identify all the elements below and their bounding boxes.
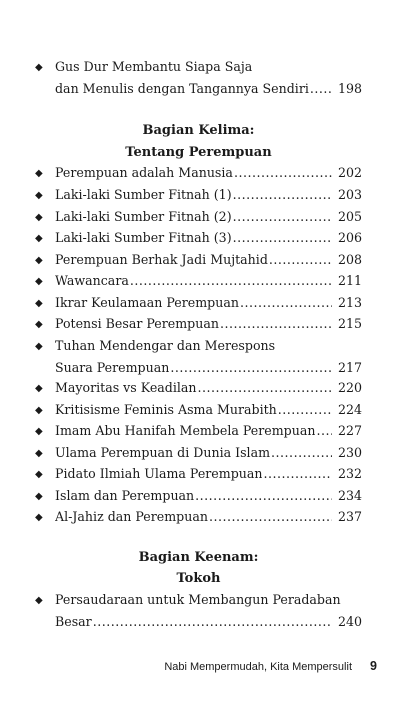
diamond-bullet-icon: ◆ [35, 319, 43, 330]
diamond-bullet-icon: ◆ [35, 255, 43, 266]
toc-entry-title: Laki-laki Sumber Fitnah (1) [55, 187, 232, 202]
diamond-bullet-icon: ◆ [35, 190, 43, 201]
diamond-bullet-icon: ◆ [35, 448, 43, 459]
toc-entry-title: Pidato Ilmiah Ulama Perempuan [55, 466, 263, 481]
toc-page-number: 203 [337, 187, 362, 202]
diamond-bullet-icon: ◆ [35, 168, 43, 179]
toc-page-number: 206 [337, 230, 362, 245]
leader-dots [234, 162, 332, 184]
footer-page-number: 9 [370, 659, 377, 673]
diamond-bullet-icon: ◆ [35, 341, 43, 352]
toc-entry-title-cont: Suara Perempuan [55, 359, 170, 375]
toc-entry[interactable] [35, 442, 362, 464]
leader-dots [93, 611, 332, 633]
leader-dots [198, 377, 332, 399]
running-footer-title: Nabi Mempermudah, Kita Mempersulit [164, 661, 352, 673]
toc-entry-title: Tuhan Mendengar dan Merespons [55, 338, 276, 353]
diamond-bullet-icon: ◆ [35, 595, 43, 606]
toc-entry[interactable] [35, 377, 362, 399]
section-heading: Bagian Keenam: [138, 550, 259, 565]
diamond-bullet-icon: ◆ [35, 212, 43, 223]
toc-entry[interactable] [35, 206, 362, 228]
toc-entry-title: Gus Dur Membantu Siapa Saja [55, 59, 253, 74]
toc-page-number: 240 [337, 613, 362, 629]
leader-dots [233, 227, 332, 249]
toc-entry-title: Al-Jahiz dan Perempuan [55, 509, 208, 524]
toc-page-number: 208 [337, 252, 362, 267]
leader-dots [130, 270, 332, 292]
leader-dots [220, 313, 332, 335]
toc-entry-title: Perempuan adalah Manusia [55, 165, 233, 180]
toc-entry[interactable] [35, 485, 362, 507]
toc-entry-title: Imam Abu Hanifah Membela Perempuan [55, 423, 316, 438]
diamond-bullet-icon: ◆ [35, 512, 43, 523]
diamond-bullet-icon: ◆ [35, 426, 43, 437]
toc-entry[interactable] [35, 162, 362, 184]
toc-entry[interactable] [35, 506, 362, 528]
leader-dots [263, 463, 331, 485]
toc-page-number: 237 [337, 509, 362, 524]
diamond-bullet-icon: ◆ [35, 62, 43, 73]
toc-entry-title: Ikrar Keulamaan Perempuan [55, 295, 239, 310]
toc-page-number: 198 [337, 80, 362, 96]
toc-entry-title: Kritisisme Feminis Asma Murabith [55, 402, 277, 417]
leader-dots [233, 184, 332, 206]
toc-entry[interactable] [35, 270, 362, 292]
section-subheading: Tentang Perempuan [125, 145, 272, 160]
toc-page-number: 217 [337, 359, 362, 375]
diamond-bullet-icon: ◆ [35, 405, 43, 416]
toc-entry-title: Ulama Perempuan di Dunia Islam [55, 445, 271, 460]
toc-entry[interactable] [35, 399, 362, 421]
leader-dots [240, 292, 332, 314]
toc-entry[interactable] [35, 463, 362, 485]
leader-dots [209, 506, 332, 528]
toc-entry-title: Wawancara [55, 273, 129, 288]
toc-entry-title: Persaudaraan untuk Membangun Peradaban [55, 592, 341, 607]
diamond-bullet-icon: ◆ [35, 383, 43, 394]
toc-entry[interactable] [35, 227, 362, 249]
section-subheading: Tokoh [176, 571, 221, 586]
toc-entry[interactable] [35, 335, 362, 378]
leader-dots [271, 442, 332, 464]
toc-entry-title: Mayoritas vs Keadilan [55, 380, 197, 395]
toc-page-number: 205 [337, 209, 362, 224]
toc-page-number: 224 [337, 402, 362, 417]
toc-page-number: 220 [337, 380, 362, 395]
toc-page-number: 232 [337, 466, 362, 481]
toc-entry-title: Islam dan Perempuan [55, 488, 195, 503]
toc-entry-title-cont: dan Menulis dengan Tangannya Sendiri [55, 80, 309, 96]
leader-dots [310, 78, 332, 100]
leader-dots [195, 485, 332, 507]
toc-page-number: 215 [337, 316, 362, 331]
toc-page-number: 211 [337, 273, 362, 288]
leader-dots [269, 249, 332, 271]
toc-entry-title: Potensi Besar Perempuan [55, 316, 219, 331]
toc-page-number: 230 [337, 445, 362, 460]
toc-entry-title: Perempuan Berhak Jadi Mujtahid [55, 252, 268, 267]
diamond-bullet-icon: ◆ [35, 276, 43, 287]
toc-entry[interactable] [35, 420, 362, 442]
leader-dots [170, 357, 332, 379]
toc-entry[interactable] [35, 184, 362, 206]
toc-entry[interactable] [35, 249, 362, 271]
diamond-bullet-icon: ◆ [35, 298, 43, 309]
leader-dots [316, 420, 331, 442]
toc-entry[interactable] [35, 589, 362, 632]
toc-entry-title: Laki-laki Sumber Fitnah (3) [55, 230, 232, 245]
toc-entry-title-cont: Besar [55, 613, 92, 629]
toc-page-number: 202 [337, 165, 362, 180]
toc-page-number: 227 [337, 423, 362, 438]
toc-page-number: 234 [337, 488, 362, 503]
diamond-bullet-icon: ◆ [35, 469, 43, 480]
toc-entry[interactable] [35, 313, 362, 335]
toc-entry-title: Laki-laki Sumber Fitnah (2) [55, 209, 232, 224]
section-heading: Bagian Kelima: [142, 123, 255, 138]
toc-entry[interactable] [35, 292, 362, 314]
leader-dots [233, 206, 332, 228]
diamond-bullet-icon: ◆ [35, 491, 43, 502]
page-footer [0, 659, 400, 679]
leader-dots [278, 399, 332, 421]
toc-page-number: 213 [337, 295, 362, 310]
diamond-bullet-icon: ◆ [35, 233, 43, 244]
toc-entry[interactable] [35, 56, 362, 99]
